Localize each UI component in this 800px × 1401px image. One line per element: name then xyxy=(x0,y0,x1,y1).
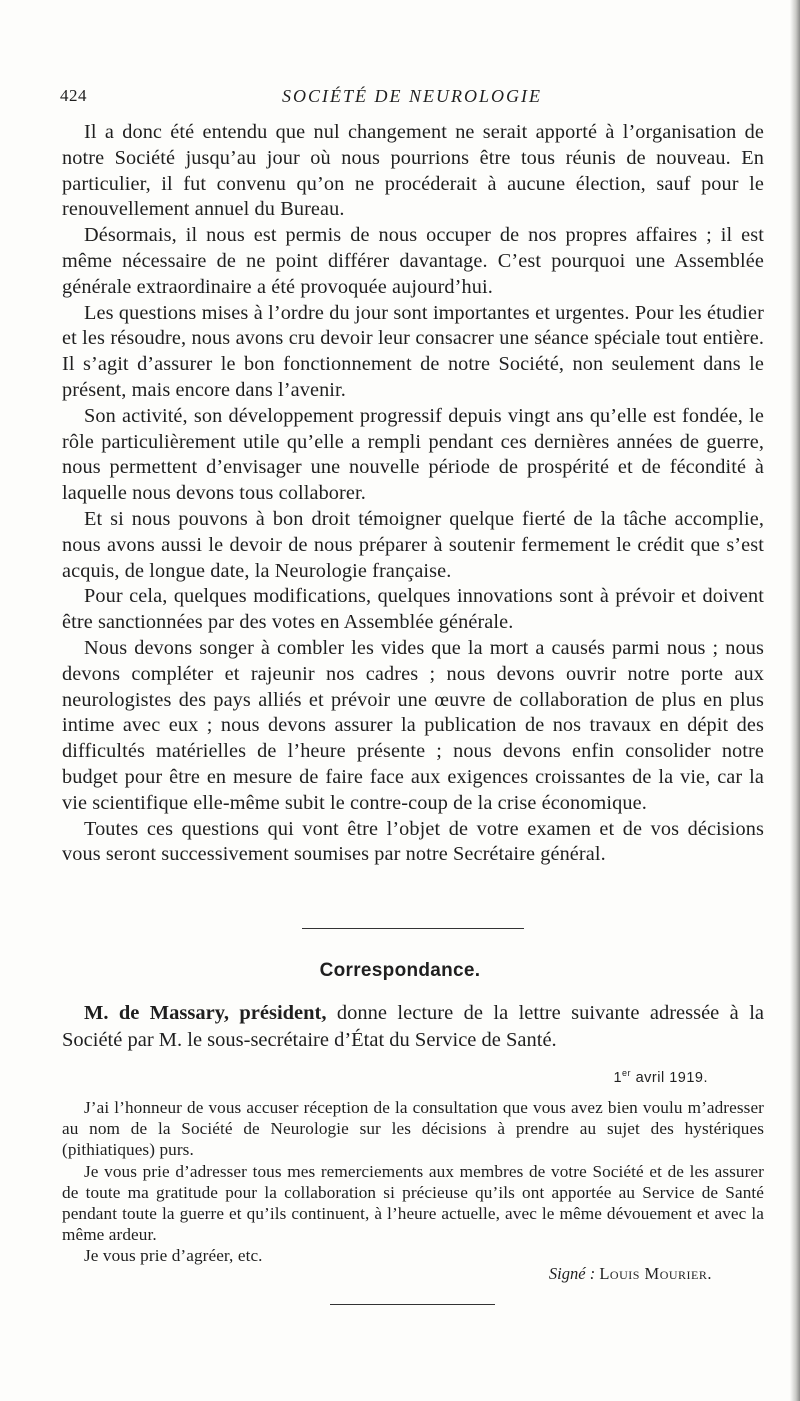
president-name: M. de Massary, président, xyxy=(84,1002,327,1024)
intro-text: donne lecture de la lettre suivante adressée à la Société par M. le sous-secrétaire d’État du Service de Santé. xyxy=(62,1002,764,1051)
date-ordinal: er xyxy=(622,1068,632,1078)
paragraph: Il a donc été entendu que nul changement ne serait apporté à l’organisation de notre Société jusqu’au jour où nous pourrions être tous réunis de nouveau. En particulier, il fut convenu qu’on ne procéderait à aucune élection, sauf pour le renouvellement annuel du Bureau. xyxy=(62,121,764,221)
correspondance-intro xyxy=(62,1000,764,1054)
letter-paragraph: Je vous prie d’adresser tous mes remerciements aux membres de votre Société et de les assurer de toute ma gratitude pour la collaboration si précieuse qu’ils ont apportée au Service de Santé pendant toute la guerre et qu’ils continuent, à l’heure actuelle, avec le même dévouement et avec la même ardeur. xyxy=(62,1161,764,1245)
section-divider xyxy=(302,928,524,929)
signature-label: Signé : xyxy=(548,1264,600,1283)
paragraph: Son activité, son développement progressif depuis vingt ans qu’elle est fondée, le rôle particulièrement utile qu’elle a rempli pendant ces dernières années de guerre, nous permettent d’envisager une nouvelle période de prospérité et de fécondité à laquelle nous devons tous collaborer. xyxy=(62,404,764,505)
running-head: SOCIÉTÉ DE NEUROLOGIE xyxy=(282,86,542,106)
letter-paragraph: Je vous prie d’agréer, etc. xyxy=(84,1246,263,1266)
signer-name: Louis Mourier. xyxy=(599,1264,712,1283)
main-text xyxy=(62,120,764,868)
paragraph: Toutes ces questions qui vont être l’objet de votre examen et de vos décisions vous seront successivement soumises par notre Secrétaire général. xyxy=(62,817,764,866)
signature xyxy=(549,1264,712,1284)
paragraph: Et si nous pouvons à bon droit témoigner quelque fierté de la tâche accomplie, nous avons aussi le devoir de nous préparer à soutenir fermement le crédit que s’est acquis, de longue date, la Neurologie française. xyxy=(62,507,764,582)
letter-paragraph: J’ai l’honneur de vous accuser réception de la consultation que vous avez bien voulu m’adresser au nom de la Société de Neurologie sur les décisions à prendre au sujet des hystériques (pithiatiques) purs. xyxy=(62,1098,764,1160)
page-edge-shadow xyxy=(790,0,800,1401)
date-rest: avril 1919. xyxy=(631,1069,708,1086)
paragraph: Désormais, il nous est permis de nous occuper de nos propres affaires ; il est même nécessaire de ne point différer davantage. C’est pourquoi une Assemblée générale extraordinaire a été provoquée aujourd’hui. xyxy=(62,224,764,298)
end-divider xyxy=(330,1304,495,1305)
letter-date xyxy=(613,1068,708,1086)
page-number: 424 xyxy=(60,86,87,105)
paragraph: Les questions mises à l’ordre du jour sont importantes et urgentes. Pour les étudier et les résoudre, nous avons cru devoir leur consacrer une séance spéciale tout entière. Il s’agit d’assurer le bon fonctionnement de notre Société, non seulement dans le présent, mais encore dans l’avenir. xyxy=(62,301,764,401)
paragraph: Pour cela, quelques modifications, quelques innovations sont à prévoir et doivent être sanctionnées par des votes en Assemblée générale. xyxy=(62,585,764,634)
page-header xyxy=(60,86,764,112)
section-title: Correspondance. xyxy=(319,960,481,981)
date-day: 1 xyxy=(613,1069,623,1086)
letter-body xyxy=(62,1097,764,1267)
paragraph: Nous devons songer à combler les vides que la mort a causés parmi nous ; nous devons compléter et rajeunir nos cadres ; nous devons ouvrir notre porte aux neurologistes des pays alliés et prévoir une œuvre de collaboration de plus en plus intime avec eux ; nous devons assurer la publication de nos travaux en dépit des difficultés matérielles de l’heure présente ; nous devons enfin consolider notre budget pour être en mesure de faire face aux exigences croissantes de la vie, car la vie scientifique elle-même subit le contre-coup de la crise économique. xyxy=(62,636,764,814)
